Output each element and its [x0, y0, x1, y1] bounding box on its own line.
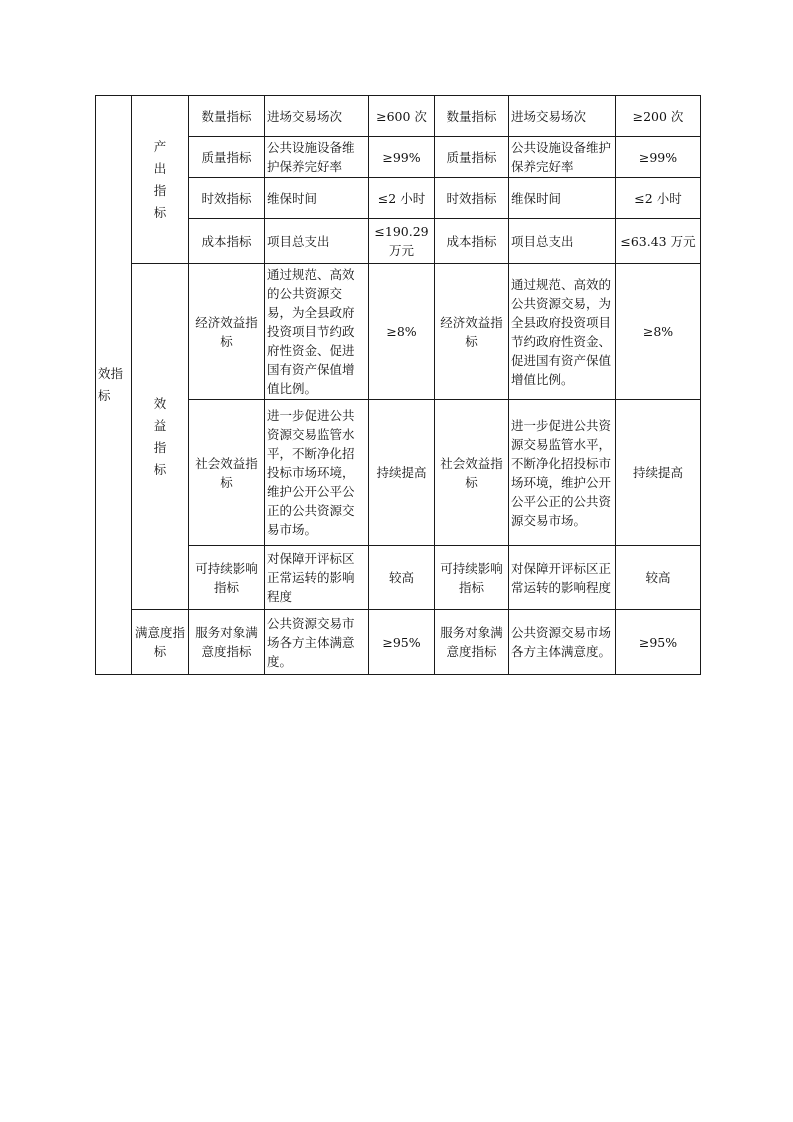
indicator-cell: 质量指标: [435, 137, 509, 178]
content-cell: 进场交易场次: [509, 96, 616, 137]
content-cell: 维保时间: [265, 178, 369, 219]
indicator-cell: 社会效益指标: [189, 400, 265, 546]
indicator-cell: 时效指标: [189, 178, 265, 219]
content-cell: 项目总支出: [509, 219, 616, 264]
value-cell: ≥95%: [369, 610, 435, 675]
value-cell: ≥8%: [616, 264, 701, 400]
content-cell: 公共资源交易市场各方主体满意度。: [265, 610, 369, 675]
content-cell: 进一步促进公共资源交易监管水平，不断净化招投标市场环境，维护公开公平公正的公共资源交易市场。: [509, 400, 616, 546]
performance-indicator-table: [95, 95, 701, 675]
indicator-cell: 服务对象满意度指标: [435, 610, 509, 675]
value-cell: ≥99%: [616, 137, 701, 178]
benefit-group-cell: [132, 264, 189, 610]
table-row: [96, 610, 701, 675]
value-cell: ≥8%: [369, 264, 435, 400]
value-cell: 持续提高: [369, 400, 435, 546]
indicator-cell: 服务对象满意度指标: [189, 610, 265, 675]
indicator-cell: 可持续影响指标: [435, 546, 509, 610]
satisfaction-group-cell: 满意度指标: [132, 610, 189, 675]
value-cell: 持续提高: [616, 400, 701, 546]
level1-indicator-label: 效指标: [98, 366, 124, 403]
value-cell: ≤2 小时: [616, 178, 701, 219]
content-cell: 公共资源交易市场各方主体满意度。: [509, 610, 616, 675]
output-group-label: 产出指标: [153, 138, 167, 220]
content-cell: 对保障开评标区正常运转的影响程度: [265, 546, 369, 610]
content-cell: 通过规范、高效的公共资源交易，为全县政府投资项目节约政府性资金、促进国有资产保值增值比例。: [509, 264, 616, 400]
value-cell: ≤63.43 万元: [616, 219, 701, 264]
content-cell: 项目总支出: [265, 219, 369, 264]
value-cell: ≤2 小时: [369, 178, 435, 219]
indicator-cell: 质量指标: [189, 137, 265, 178]
value-cell: ≥600 次: [369, 96, 435, 137]
indicator-cell: 经济效益指标: [189, 264, 265, 400]
content-cell: 公共设施设备维护保养完好率: [265, 137, 369, 178]
table-row: [96, 96, 701, 137]
level1-indicator-cell: [96, 96, 132, 675]
indicator-cell: 社会效益指标: [435, 400, 509, 546]
content-cell: 通过规范、高效的公共资源交易，为全县政府投资项目节约政府性资金、促进国有资产保值增值比例。: [265, 264, 369, 400]
content-cell: 进一步促进公共资源交易监管水平，不断净化招投标市场环境，维护公开公平公正的公共资源交易市场。: [265, 400, 369, 546]
content-cell: 公共设施设备维护保养完好率: [509, 137, 616, 178]
benefit-group-label: 效益指标: [153, 395, 167, 477]
indicator-cell: 时效指标: [435, 178, 509, 219]
indicator-cell: 可持续影响指标: [189, 546, 265, 610]
content-cell: 对保障开评标区正常运转的影响程度: [509, 546, 616, 610]
value-cell: 较高: [616, 546, 701, 610]
content-cell: 维保时间: [509, 178, 616, 219]
value-cell: ≥99%: [369, 137, 435, 178]
indicator-cell: 经济效益指标: [435, 264, 509, 400]
content-cell: 进场交易场次: [265, 96, 369, 137]
indicator-cell: 成本指标: [189, 219, 265, 264]
output-group-cell: [132, 96, 189, 264]
indicator-cell: 成本指标: [435, 219, 509, 264]
indicator-cell: 数量指标: [189, 96, 265, 137]
value-cell: ≤190.29万元: [369, 219, 435, 264]
value-cell: ≥95%: [616, 610, 701, 675]
indicator-cell: 数量指标: [435, 96, 509, 137]
table-row: [96, 264, 701, 400]
value-cell: ≥200 次: [616, 96, 701, 137]
value-cell: 较高: [369, 546, 435, 610]
